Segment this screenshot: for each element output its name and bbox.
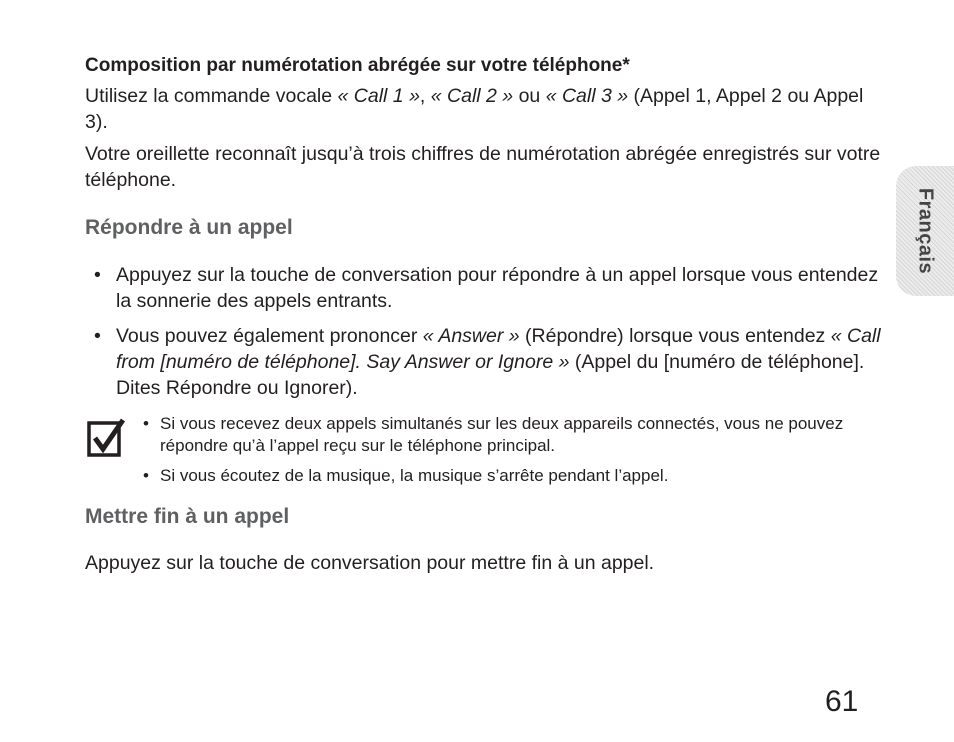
heading-speed-dial: Composition par numérotation abrégée sur votre téléphone* — [85, 55, 630, 76]
list-item: • Appuyez sur la touche de conversation pour répondre à un appel lorsque vous entendez la sonnerie des appels entrants. — [94, 264, 879, 312]
bullet-marker: • — [143, 466, 149, 485]
list-item: • Vous pouvez également prononcer « Answer » (Répondre) lorsque vous entendez « Call from [numéro de téléphone]. Say Answer or Ignore » (Appel du [numéro de téléphone]. Dites Répondre ou Ignorer). — [94, 325, 881, 399]
note-item: • Si vous recevez deux appels simultanés sur les deux appareils connectés, vous ne pouvez répondre qu’à l’appel reçu sur le téléphone principal. — [143, 414, 844, 455]
bullet-marker: • — [94, 264, 101, 286]
bullet-marker: • — [143, 414, 149, 433]
paragraph-voice-command: Utilisez la commande vocale « Call 1 », « Call 2 » ou « Call 3 » (Appel 1, Appel 2 ou Appel 3). — [85, 85, 864, 133]
note-list — [143, 413, 863, 495]
bullet-marker: • — [94, 325, 101, 347]
section-title-end-call: Mettre fin à un appel — [85, 505, 290, 528]
note-item: • Si vous écoutez de la musique, la musique s’arrête pendant l’appel. — [143, 466, 669, 485]
language-tab-label: Français — [914, 187, 937, 275]
answer-bullet-list — [94, 262, 884, 410]
checkbox-note-icon — [87, 418, 127, 458]
paragraph-speed-dial-digits: Votre oreillette reconnaît jusqu’à trois chiffres de numérotation abrégée enregistrés sur votre téléphone. — [85, 143, 881, 191]
section-title-answer: Répondre à un appel — [85, 216, 293, 239]
page-number: 61 — [825, 685, 859, 718]
paragraph-end-call: Appuyez sur la touche de conversation pour mettre fin à un appel. — [85, 552, 655, 574]
